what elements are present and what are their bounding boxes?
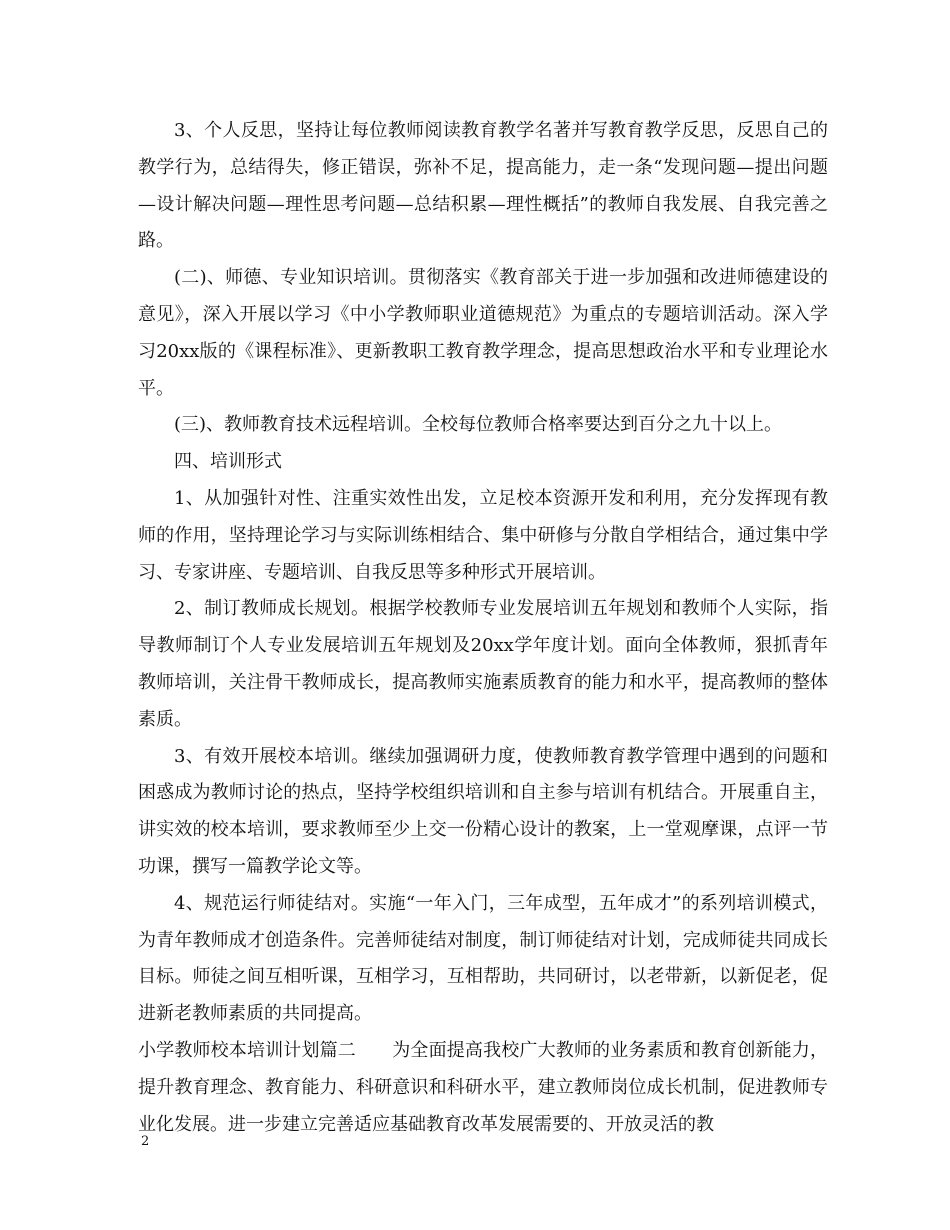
paragraph-remote-training: (三)、教师教育技术远程培训。全校每位教师合格率要达到百分之九十以上。 (174, 414, 783, 436)
paragraph-training-form-1: 1、从加强针对性、注重实效性出发，立足校本资源开发和利用，充分发挥现有教师的作用，坚持理论学习与实际训练相结合、集中研修与分散自学相结合，通过集中学习、专家讲座、专题培训、自我反思等多种形式开展培训。 (138, 487, 828, 583)
paragraph-training-form-4: 4、规范运行师徒结对。实施“一年入门，三年成型，五年成才”的系列培训模式，为青年教师成才创造条件。完善师徒结对制度，制订师徒结对计划，完成师徒共同成长目标。师徒之间互相听课，互相学习，互相帮助，共同研讨，以老带新，以新促老，促进新老教师素质的共同提高。 (138, 892, 828, 1025)
paragraph-plan-part-two: 小学教师校本培训计划篇二 为全面提高我校广大教师的业务素质和教育创新能力，提升教育理念、教育能力、科研意识和科研水平，建立教师岗位成长机制，促进教师专业化发展。进一步建立完善适应基础教育改革发展需要的、开放灵活的教 (138, 1039, 828, 1135)
document-body (138, 113, 828, 1143)
page-number: 2 (141, 1134, 150, 1149)
paragraph-training-form-2: 2、制订教师成长规划。根据学校教师专业发展培训五年规划和教师个人实际，指导教师制订个人专业发展培训五年规划及20xx学年度计划。面向全体教师，狠抓青年教师培训，关注骨干教师成长，提高教师实施素质教育的能力和水平，提高教师的整体素质。 (138, 598, 828, 730)
section-heading-training-forms: 四、培训形式 (174, 451, 282, 473)
paragraph-training-form-3: 3、有效开展校本培训。继续加强调研力度，使教师教育教学管理中遇到的问题和困惑成为教师讨论的热点，坚持学校组织培训和自主参与培训有机结合。开展重自主，讲实效的校本培训，要求教师至少上交一份精心设计的教案，上一堂观摩课，点评一节功课，撰写一篇教学论文等。 (138, 745, 828, 877)
paragraph-ethics-training: (二)、师德、专业知识培训。贯彻落实《教育部关于进一步加强和改进师德建设的意见》，深入开展以学习《中小学教师职业道德规范》为重点的专题培训活动。深入学习20xx版的《课程标准》、更新教职工教育教学理念，提高思想政治水平和专业理论水平。 (138, 267, 828, 399)
paragraph-personal-reflection: 3、个人反思，坚持让每位教师阅读教育教学名著并写教育教学反思，反思自己的教学行为，总结得失，修正错误，弥补不足，提高能力，走一条“发现问题—提出问题—设计解决问题—理性思考问题—总结积累—理性概括”的教师自我发展、自我完善之路。 (138, 120, 828, 252)
